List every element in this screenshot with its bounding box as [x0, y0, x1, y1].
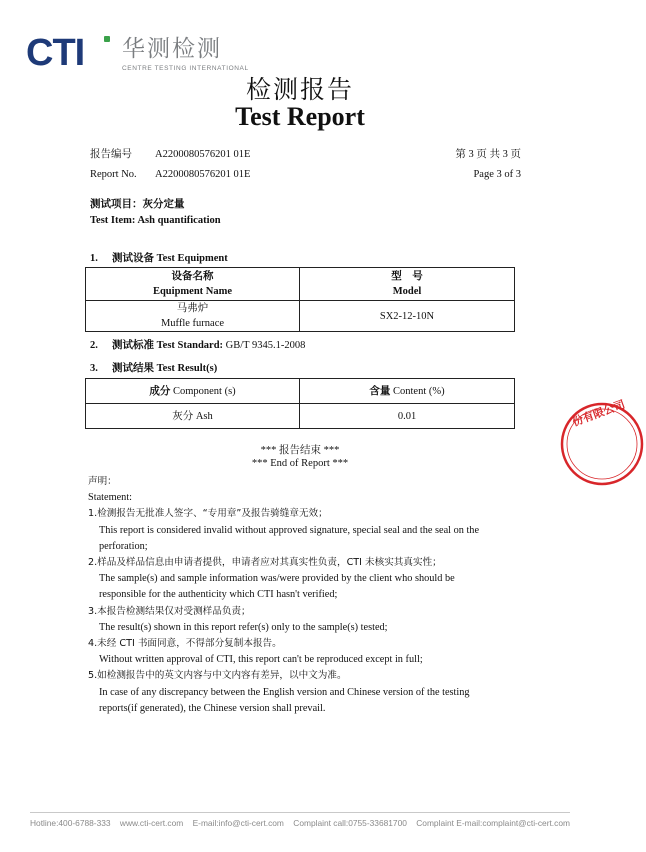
section-equipment-heading	[90, 250, 228, 265]
statement-heading-en: Statement:	[88, 492, 133, 504]
report-title-en: Test Report	[235, 102, 365, 131]
statement-item-en: reports(if generated), the Chinese version shall prevail.	[99, 702, 326, 714]
footer-hotline: Hotline:400-6788-333	[30, 818, 111, 828]
section-number: 3.	[90, 363, 98, 374]
page-number-en: Page 3 of 3	[473, 169, 521, 180]
header-cn: 成分	[149, 385, 171, 397]
section-title-cn: 测试标准	[112, 340, 154, 351]
report-no-value-cn: A2200080576201 01E	[155, 149, 251, 160]
test-item-value-en: Ash quantification	[137, 215, 221, 226]
statement-item-cn: 3.本报告检测结果仅对受测样品负责；	[88, 605, 251, 617]
section-title-en: Test Result(s)	[156, 363, 218, 374]
equipment-name-cell	[86, 301, 300, 332]
table-row	[86, 301, 515, 332]
report-no-value-en: A2200080576201 01E	[155, 169, 251, 180]
seal-text: 份有限公司	[570, 397, 627, 429]
page-number-cn: 第 3 页 共 3 页	[455, 149, 521, 160]
end-of-report-en: *** End of Report ***	[251, 458, 349, 469]
report-title-cn: 检测报告	[245, 75, 354, 104]
section-standard-heading	[90, 337, 305, 352]
report-no-label-en: Report No.	[90, 169, 137, 180]
company-logo	[26, 22, 249, 74]
cell-en: Muffle furnace	[160, 318, 225, 329]
table-row	[86, 404, 515, 429]
test-item-label-cn: 测试项目：	[90, 199, 143, 210]
section-title-en: Test Standard:	[156, 340, 224, 351]
report-no-label-cn: 报告编号	[90, 149, 132, 160]
header-en: Content (%)	[393, 385, 445, 397]
component-header	[86, 379, 300, 404]
footer	[30, 818, 570, 828]
statement-item-en: perforation;	[99, 540, 148, 552]
header-en: Model	[392, 286, 422, 297]
footer-complaint-email[interactable]: Complaint E-mail:complaint@cti-cert.com	[416, 818, 570, 828]
section-title-cn: 测试设备	[112, 253, 154, 264]
logo-name-en: CENTRE TESTING INTERNATIONAL	[122, 65, 249, 72]
footer-divider	[30, 812, 570, 813]
logo-brand: CTI	[26, 32, 85, 74]
test-item-en	[90, 214, 221, 228]
results-table	[85, 378, 515, 429]
cell-cn: 马弗炉	[176, 303, 209, 314]
company-seal	[558, 397, 646, 488]
statement-item-en: Without written approval of CTI, this report can't be reproduced except in full;	[99, 654, 423, 666]
section-title-en: Test Equipment	[156, 253, 228, 264]
statement-item-en: The result(s) shown in this report refer(s) only to the sample(s) tested;	[99, 621, 388, 633]
statement-item-en: This report is considered invalid without approved signature, special seal and the seal on the	[99, 524, 480, 536]
footer-email[interactable]: E-mail:info@cti-cert.com	[192, 818, 284, 828]
header-en: Component (s)	[172, 385, 236, 397]
test-item-cn	[90, 198, 185, 212]
model-header	[300, 268, 515, 301]
statement-item-en: The sample(s) and sample information was/were provided by the client who should be	[99, 573, 455, 585]
statement-heading-cn: 声明：	[88, 476, 117, 487]
table-header-row	[86, 268, 515, 301]
logo-name-cn: 华测检测	[122, 36, 222, 62]
equipment-name-header	[86, 268, 300, 301]
standard-value: GB/T 9345.1-2008	[225, 340, 306, 351]
statement-block	[88, 474, 508, 717]
header-en: Equipment Name	[152, 286, 233, 297]
footer-website[interactable]: www.cti-cert.com	[119, 818, 184, 828]
section-number: 1.	[90, 253, 98, 264]
test-item-value-cn: 灰分定量	[142, 199, 185, 210]
model-cell: SX2-12-10N	[300, 301, 515, 332]
content-cell: 0.01	[300, 404, 515, 429]
statement-item-en: In case of any discrepancy between the English version and Chinese version of the testing	[99, 686, 470, 698]
section-title-cn: 测试结果	[112, 363, 154, 374]
header-cn: 型 号	[391, 271, 423, 282]
header-cn: 含量	[369, 385, 391, 397]
content-header	[300, 379, 515, 404]
footer-complaint-call: Complaint call:0755-33681700	[293, 818, 407, 828]
header-cn: 设备名称	[171, 271, 214, 282]
statement-item-cn: 5.如检测报告中的英文内容与中文内容有差异，以中文为准。	[88, 670, 347, 682]
statement-item-cn: 2.样品及样品信息由申请者提供，申请者应对其真实性负责，CTI 未核实其真实性；	[88, 557, 442, 569]
component-cell: 灰分 Ash	[86, 404, 300, 429]
end-of-report-cn: *** 报告结束 ***	[260, 445, 340, 456]
test-item-label-en: Test Item:	[90, 215, 136, 226]
statement-item-en: responsible for the authenticity which CTI hasn't verified;	[99, 589, 338, 601]
section-results-heading	[90, 360, 217, 375]
equipment-table	[85, 267, 515, 332]
table-header-row	[86, 379, 515, 404]
statement-item-cn: 4.未经 CTI 书面同意，不得部分复制本报告。	[88, 638, 282, 650]
section-number: 2.	[90, 340, 98, 351]
statement-item-cn: 1.检测报告无批准人签字、“专用章”及报告骑缝章无效；	[88, 508, 328, 520]
logo-dot-icon	[104, 36, 110, 42]
